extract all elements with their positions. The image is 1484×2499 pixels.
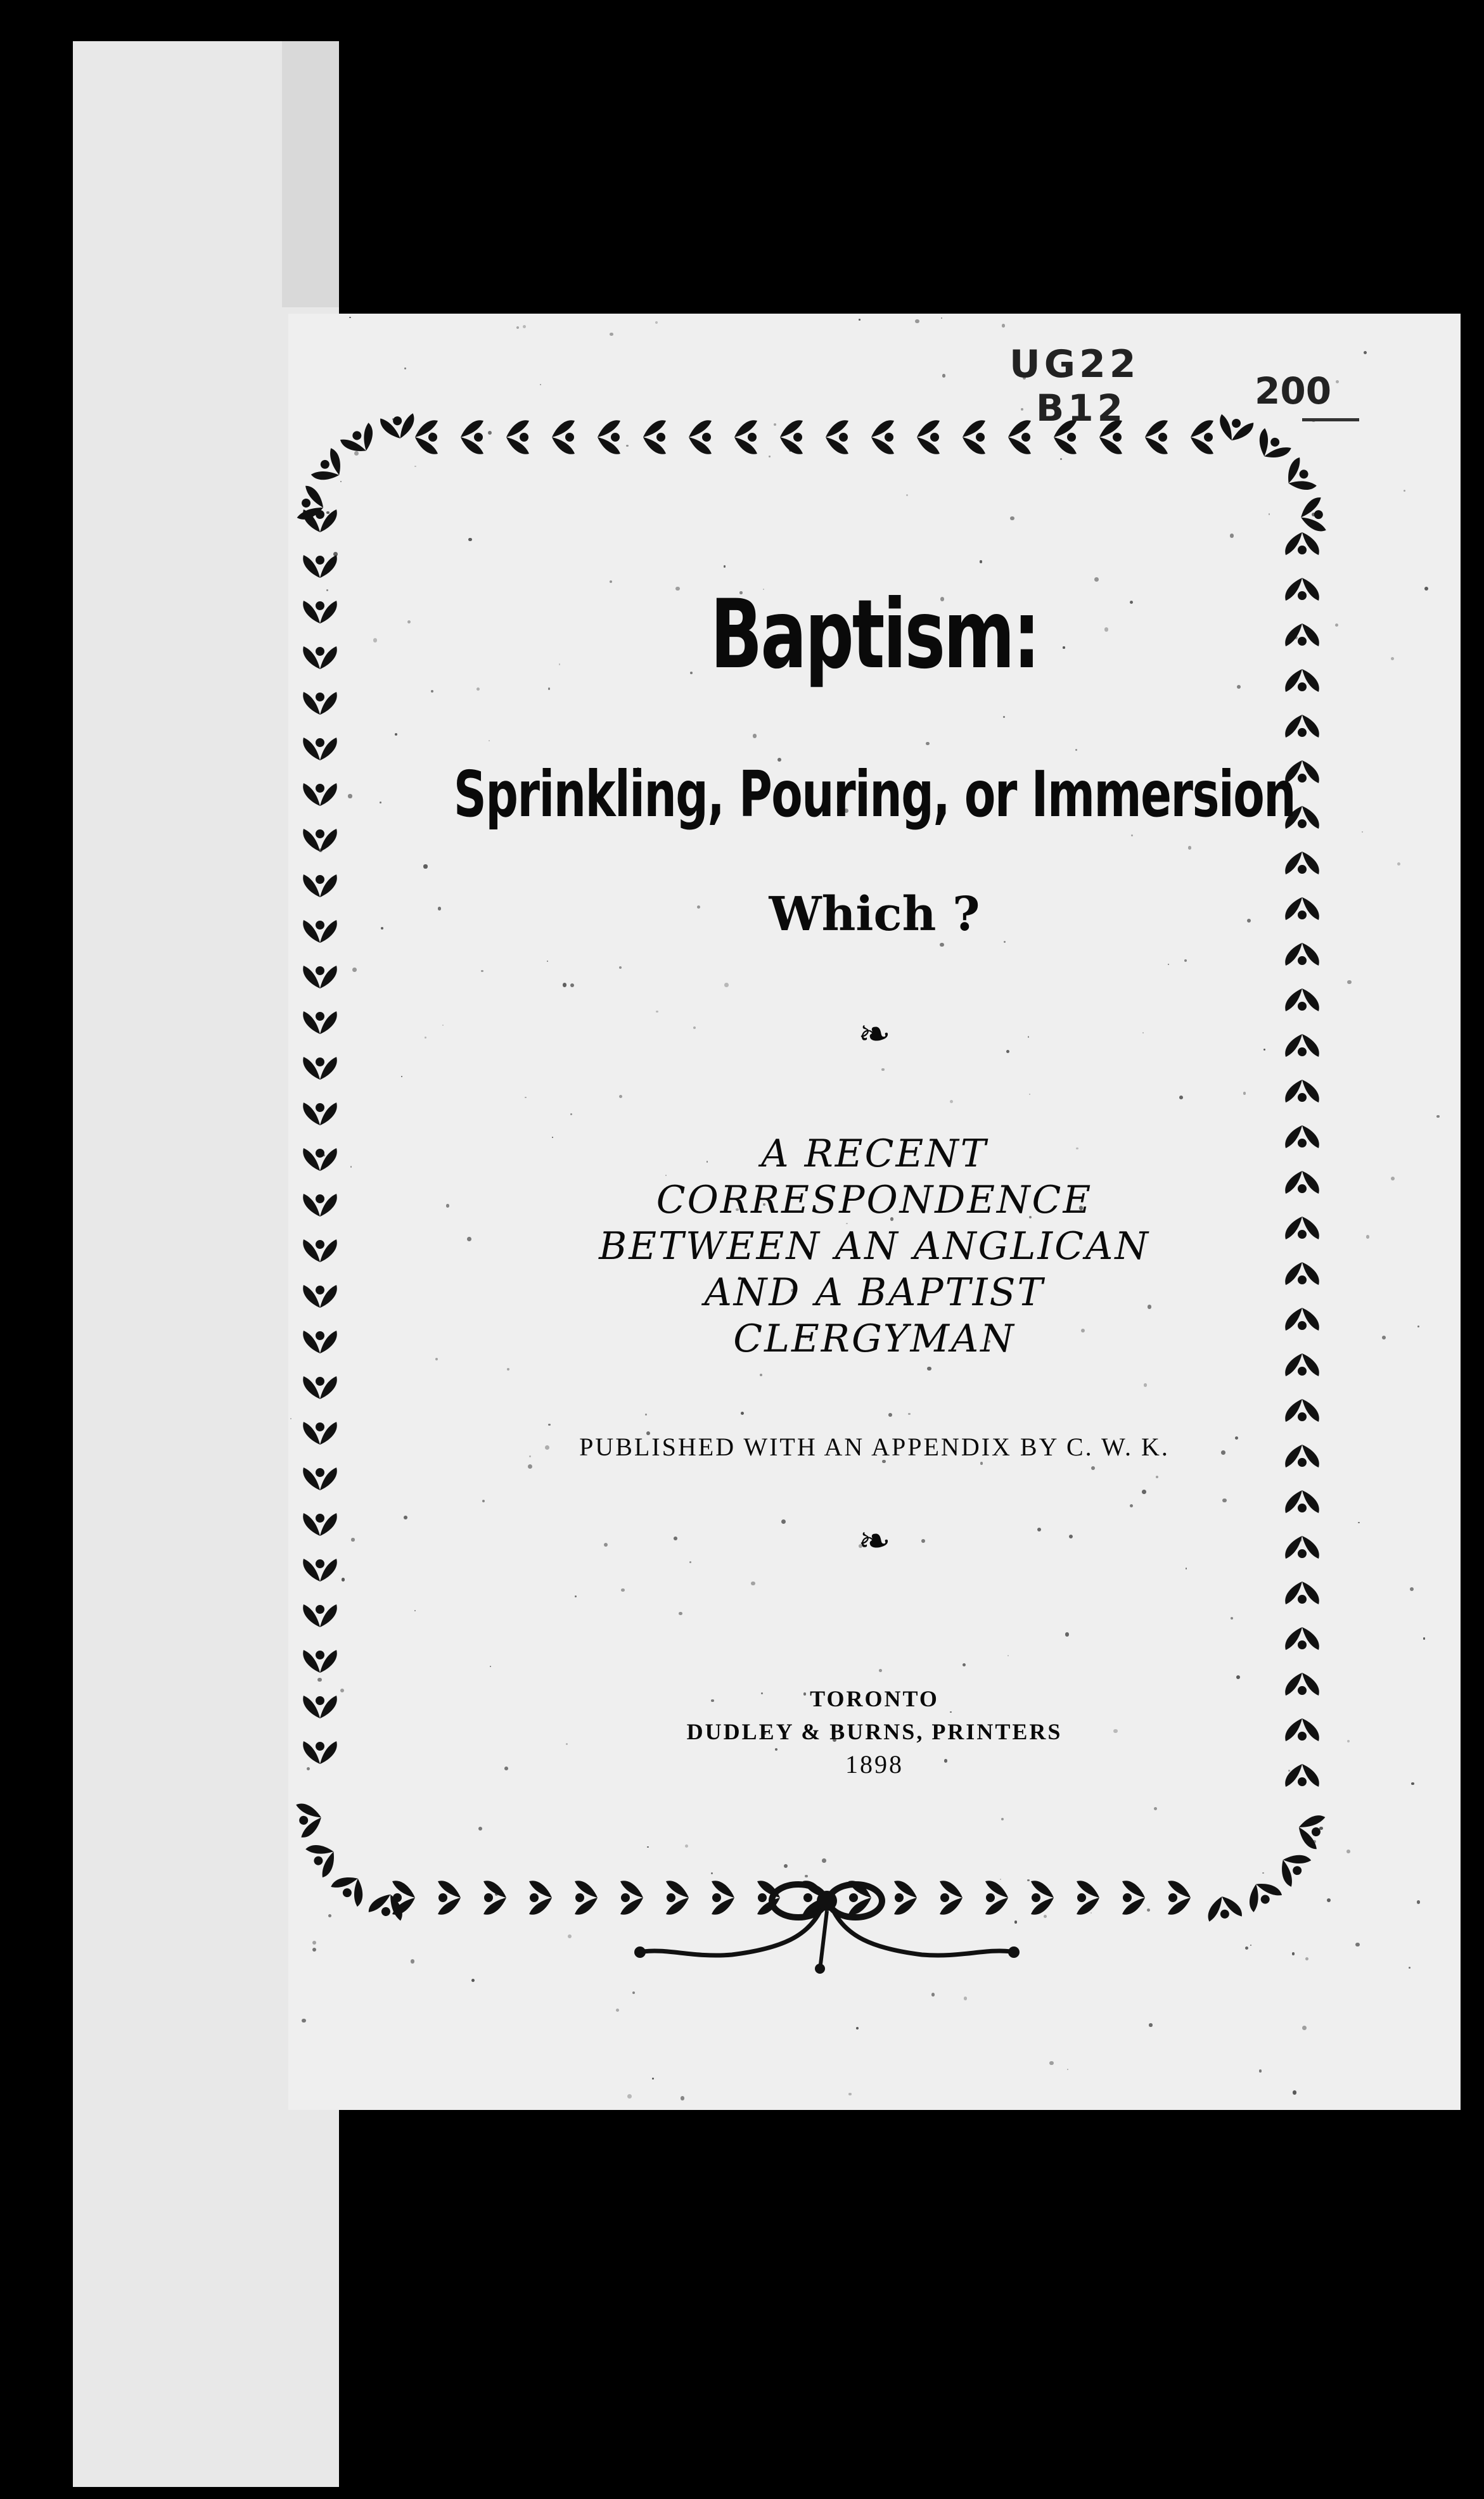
garland-leaf	[1285, 715, 1319, 738]
garland-leaf	[1251, 428, 1291, 466]
question-line: Which ?	[769, 887, 980, 942]
garland-leaf	[917, 420, 940, 454]
garland-leaf	[303, 783, 337, 806]
garland-leaf	[598, 420, 620, 454]
garland-leaf	[506, 420, 529, 454]
garland-leaf	[303, 1650, 337, 1673]
garland-leaf	[734, 420, 757, 454]
garland-leaf	[963, 420, 985, 454]
garland-leaf	[380, 413, 417, 441]
garland-leaf	[1285, 1627, 1319, 1650]
garland-leaf	[303, 1376, 337, 1399]
correspondence-line: AND A BAPTIST	[704, 1270, 1045, 1315]
fleuron-icon: ❧	[858, 1518, 891, 1564]
handwritten-price: 200	[1255, 369, 1332, 412]
garland-leaf	[303, 646, 337, 669]
garland-leaf	[780, 420, 803, 454]
garland-leaf	[303, 738, 337, 760]
correspondence-line: BETWEEN AN ANGLICAN	[599, 1224, 1150, 1269]
garland-leaf	[552, 420, 575, 454]
garland-leaf	[1241, 1876, 1282, 1912]
garland-leaf	[415, 420, 438, 454]
garland-leaf	[826, 420, 848, 454]
handwritten-call-number: UG22	[1009, 342, 1140, 387]
garland-leaf	[303, 692, 337, 715]
garland-leaf	[985, 1881, 1008, 1915]
garland-leaf	[303, 1057, 337, 1080]
binding-fold	[282, 41, 339, 307]
garland-leaf	[1008, 420, 1031, 454]
garland-leaf	[712, 1881, 734, 1915]
garland-leaf	[1168, 1881, 1191, 1915]
garland-leaf	[1205, 1894, 1243, 1922]
imprint-year: 1898	[845, 1750, 904, 1779]
garland-leaf	[303, 1102, 337, 1125]
garland-leaf	[1280, 457, 1317, 497]
garland-leaf	[303, 601, 337, 623]
correspondence-line: CORRESPONDENCE	[656, 1178, 1093, 1222]
garland-leaf	[1077, 1881, 1099, 1915]
garland-leaf	[303, 1467, 337, 1490]
handwritten-call-number: B12	[1036, 387, 1127, 430]
garland-leaf	[1298, 497, 1326, 534]
garland-leaf	[483, 1881, 506, 1915]
imprint	[288, 1682, 1461, 1781]
garland-leaf	[575, 1881, 598, 1915]
garland-leaf	[940, 1881, 963, 1915]
garland-leaf	[643, 420, 666, 454]
garland-leaf	[461, 420, 483, 454]
imprint-printer: DUDLEY & BURNS, PRINTERS	[686, 1719, 1063, 1744]
garland-leaf	[303, 829, 337, 852]
garland-leaf	[1031, 1881, 1054, 1915]
garland-leaf	[310, 448, 349, 489]
garland-leaf	[529, 1881, 552, 1915]
correspondence-description	[288, 1131, 1461, 1362]
garland-leaf	[1285, 1080, 1319, 1102]
garland-leaf	[1191, 420, 1213, 454]
garland-leaf	[666, 1881, 689, 1915]
book-title: Baptism:	[710, 580, 1039, 690]
garland-leaf	[1285, 532, 1319, 555]
garland-leaf	[340, 423, 380, 459]
book-subtitle: Sprinkling, Pouring, or Immersion	[453, 757, 1296, 831]
garland-leaf	[1285, 943, 1319, 966]
fleuron-icon: ❧	[858, 1011, 891, 1057]
garland-leaf	[296, 1801, 324, 1838]
garland-leaf	[871, 420, 894, 454]
garland-leaf	[1273, 1846, 1312, 1887]
garland-leaf	[1145, 420, 1168, 454]
garland-leaf	[303, 966, 337, 988]
correspondence-line: CLERGYMAN	[733, 1317, 1016, 1361]
garland-leaf	[303, 1604, 337, 1627]
garland-leaf	[438, 1881, 461, 1915]
garland-leaf	[1285, 852, 1319, 874]
garland-leaf	[1285, 1582, 1319, 1604]
imprint-city: TORONTO	[810, 1686, 939, 1711]
garland-leaf	[1285, 1399, 1319, 1422]
handwritten-underline	[1302, 418, 1359, 421]
garland-leaf	[331, 1869, 371, 1907]
title-page	[288, 314, 1461, 2110]
published-note: PUBLISHED WITH AN APPENDIX BY C. W. K.	[579, 1433, 1170, 1461]
garland-leaf	[303, 555, 337, 578]
garland-leaf	[1285, 1490, 1319, 1513]
garland-leaf	[1285, 988, 1319, 1011]
garland-leaf	[1215, 414, 1254, 445]
garland-leaf	[620, 1881, 643, 1915]
garland-leaf	[1295, 1811, 1326, 1850]
correspondence-line: A RECENT	[761, 1132, 988, 1176]
garland-leaf	[1122, 1881, 1145, 1915]
ribbon-bow-icon	[634, 1884, 1020, 1974]
garland-leaf	[689, 420, 712, 454]
garland-leaf	[305, 1837, 342, 1877]
garland-leaf	[894, 1881, 917, 1915]
